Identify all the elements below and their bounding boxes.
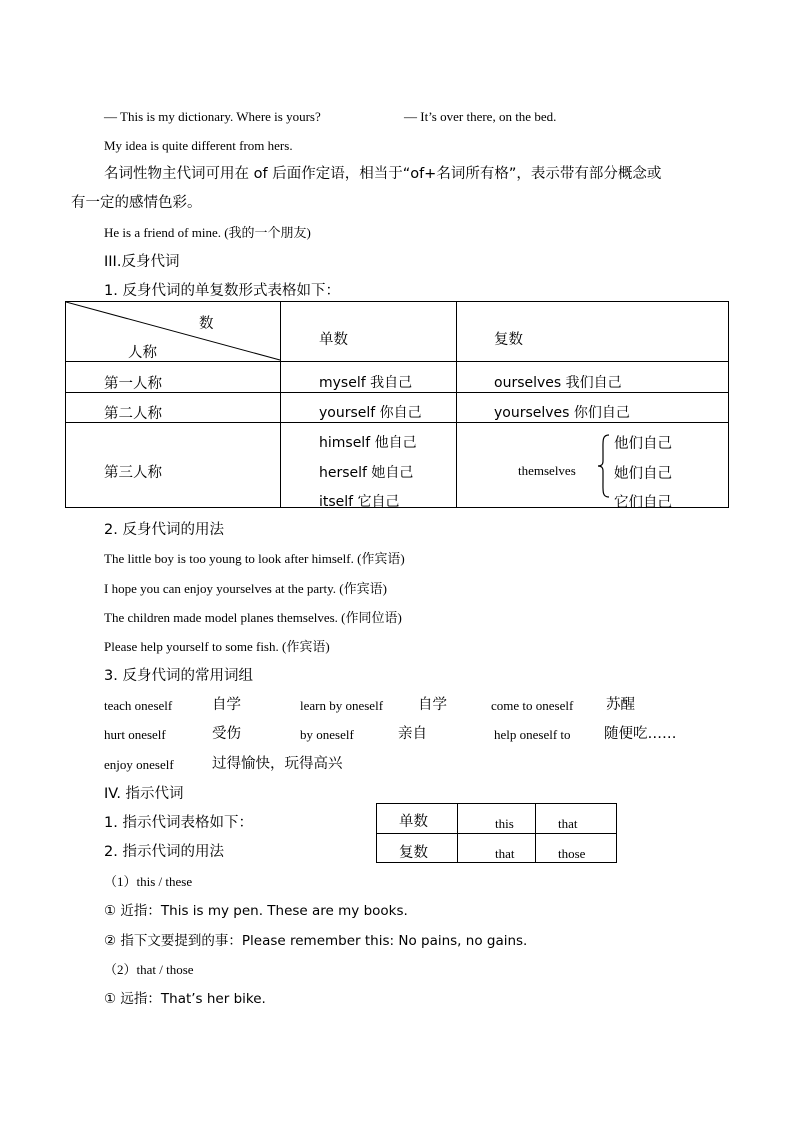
subheading-reflexive-usage: 2. 反身代词的用法: [104, 522, 224, 538]
demo-row-plural-label: 复数: [399, 845, 428, 861]
dialog-answer: — It’s over there, on the bed.: [404, 109, 557, 124]
dialog-question: — This is my dictionary. Where is yours?: [104, 109, 321, 124]
header-plural: 复数: [494, 332, 523, 348]
row-third-themselves: themselves: [518, 463, 576, 478]
table-divider: [280, 302, 281, 507]
phrase-cn: 随便吃……: [604, 726, 677, 742]
example-hers: My idea is quite different from hers.: [104, 138, 293, 153]
row-second-person: 第二人称: [104, 406, 162, 422]
table-divider: [456, 302, 457, 507]
phrase-en: hurt oneself: [104, 727, 166, 742]
item-near-reference: ① 近指：This is my pen. These are my books.: [104, 903, 408, 919]
diagonal-header-line: [66, 302, 281, 361]
demo-row-singular-label: 单数: [399, 814, 428, 830]
row-first-singular: myself 我自己: [319, 375, 413, 391]
row-second-singular: yourself 你自己: [319, 405, 422, 421]
row-third-itself: itself 它自己: [319, 494, 400, 510]
phrase-en: come to oneself: [491, 698, 574, 713]
rule-text-line1: 名词性物主代词可用在 of 后面作定语，相当于“of+名词所有格”，表示带有部分概念或: [104, 166, 662, 182]
header-number: 数: [199, 316, 214, 332]
row-third-person: 第三人称: [104, 465, 162, 481]
demo-row-singular-near: this: [495, 816, 514, 831]
phrase-cn: 苏醒: [606, 697, 635, 713]
row-first-person: 第一人称: [104, 376, 162, 392]
example-himself: The little boy is too young to look after himself. (作宾语): [104, 551, 405, 566]
row-first-plural: ourselves 我们自己: [494, 375, 622, 391]
subsection-that-those: （2）that / those: [104, 962, 194, 977]
table-divider: [66, 422, 728, 423]
row-third-himself: himself 他自己: [319, 435, 417, 451]
subheading-common-phrases: 3. 反身代词的常用词组: [104, 668, 253, 684]
example-themselves: The children made model planes themselves. (作同位语): [104, 610, 402, 625]
phrase-cn: 自学: [418, 697, 447, 713]
section-heading-reflexive: III.反身代词: [104, 254, 180, 270]
phrase-cn: 受伤: [212, 726, 241, 742]
subheading-reflexive-table: 1. 反身代词的单复数形式表格如下：: [104, 283, 340, 299]
row-third-herself: herself 她自己: [319, 465, 414, 481]
table-divider: [66, 361, 728, 362]
example-yourself: Please help yourself to some fish. (作宾语): [104, 639, 330, 654]
reflexive-pronoun-table: [65, 301, 729, 511]
phrase-en: by oneself: [300, 727, 354, 742]
header-singular: 单数: [319, 332, 348, 348]
phrase-cn: 过得愉快，玩得高兴: [212, 756, 343, 772]
subheading-demonstrative-table: 1. 指示代词表格如下：: [104, 815, 253, 831]
section-heading-demonstrative: IV. 指示代词: [104, 786, 184, 802]
curly-brace-icon: [597, 433, 611, 499]
phrase-cn: 亲自: [398, 726, 427, 742]
demo-row-plural-near: that: [495, 846, 515, 861]
row-third-meaning-they-m: 他们自己: [614, 436, 672, 452]
phrase-cn: 自学: [212, 697, 241, 713]
rule-text-line2: 有一定的感情色彩。: [71, 195, 202, 211]
item-far-reference: ① 远指：That’s her bike.: [104, 991, 266, 1007]
demo-row-singular-far: that: [558, 816, 578, 831]
row-third-meaning-they-f: 她们自己: [614, 466, 672, 482]
example-yourselves: I hope you can enjoy yourselves at the party. (作宾语): [104, 581, 387, 596]
row-third-meaning-they-n: 它们自己: [614, 495, 672, 511]
row-second-plural: yourselves 你们自己: [494, 405, 630, 421]
phrase-en: enjoy oneself: [104, 757, 174, 772]
header-person: 人称: [128, 345, 157, 361]
demo-row-plural-far: those: [558, 846, 586, 861]
phrase-en: teach oneself: [104, 698, 173, 713]
example-friend-of-mine: He is a friend of mine. (我的一个朋友): [104, 225, 311, 240]
table-divider: [377, 833, 616, 834]
demonstrative-pronoun-table: [376, 803, 617, 863]
phrase-en: learn by oneself: [300, 698, 384, 713]
table-divider: [66, 392, 728, 393]
phrase-en: help oneself to: [494, 727, 571, 742]
item-forward-reference: ② 指下文要提到的事：Please remember this: No pains, no gains.: [104, 933, 528, 949]
subsection-this-these: （1）this / these: [104, 874, 193, 889]
subheading-demonstrative-usage: 2. 指示代词的用法: [104, 844, 224, 860]
